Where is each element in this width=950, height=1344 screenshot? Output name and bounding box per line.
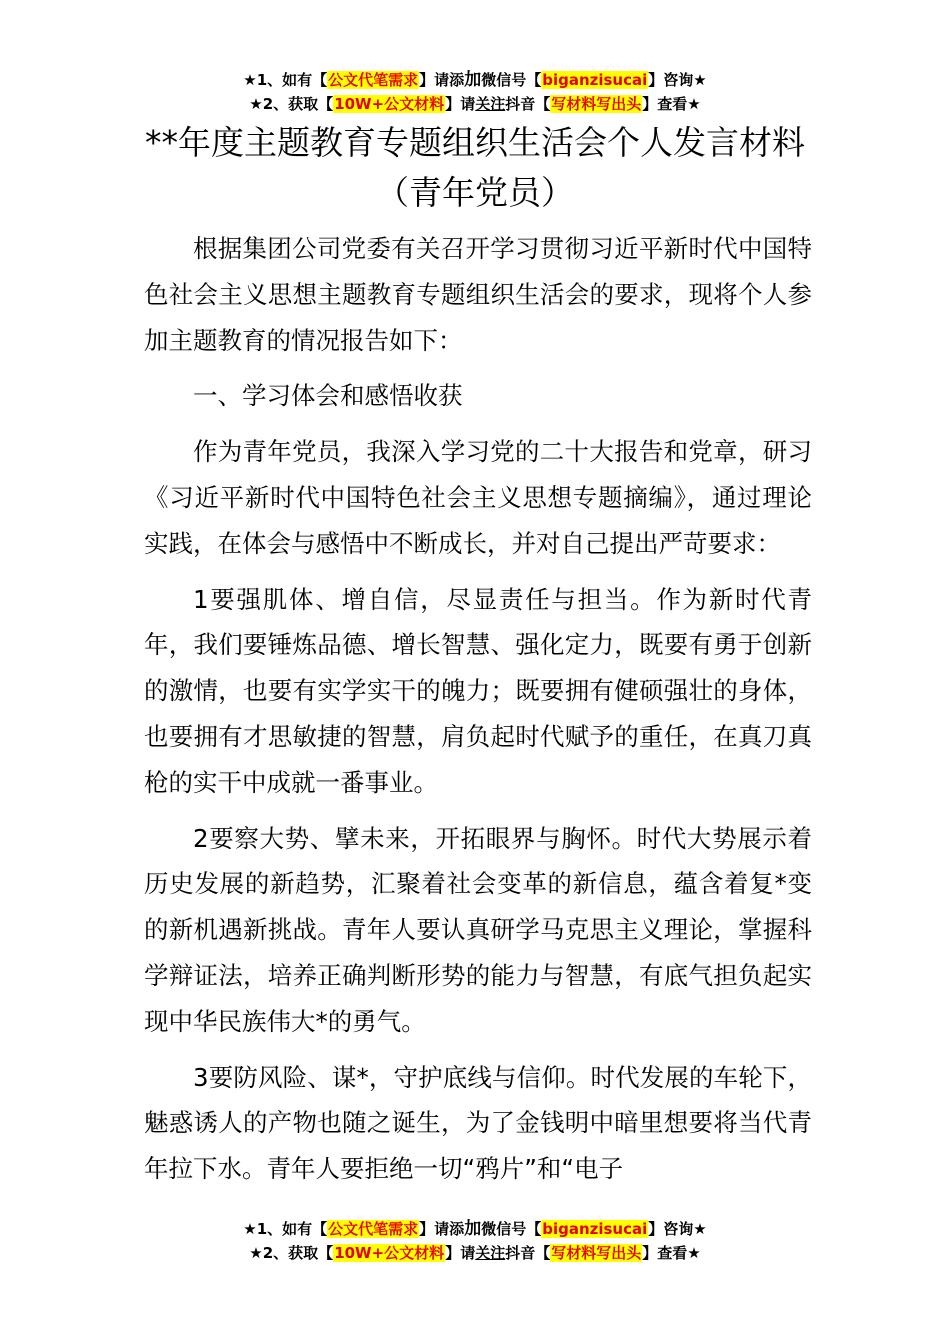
paragraph: 2要察大势、擘未来，开拓眼界与胸怀。时代大势展示着历史发展的新趋势，汇聚着社会变革的新信息，蕴含着复*变的新机遇新挑战。青年人要认真研学马克思主义理论，掌握科学辩证法，培养正确判断形势的能力与智慧，有底气担负起实现中华民族伟大*的勇气。 — [144, 823, 812, 1036]
banner-text: 微信号【 — [481, 71, 542, 89]
highlight-service: 公文代笔需求 — [328, 71, 419, 89]
banner-text: 】请 — [445, 1244, 476, 1262]
banner-text: 】请添 — [419, 71, 465, 89]
header-banner — [0, 68, 950, 116]
banner-text: ★2、获取【 — [249, 1244, 334, 1262]
banner-text: 加 — [464, 70, 482, 90]
paragraph: 3要防风险、谋*，守护底线与信仰。时代发展的车轮下，魅惑诱人的产物也随之诞生，为了金钱明中暗里想要将当代青年拉下水。青年人要拒绝一切“鸦片”和“电子 — [144, 1062, 812, 1184]
banner-text: 】请 — [445, 95, 476, 113]
section-heading: 一、学习体会和感悟收获 — [193, 381, 463, 411]
banner-line-1 — [0, 1217, 950, 1241]
highlight-douyin: 写材料写出头 — [551, 1244, 642, 1262]
banner-text: 】咨询★ — [648, 71, 707, 89]
banner-text: 抖音【 — [505, 1244, 551, 1262]
paragraph-intro: 根据集团公司党委有关召开学习贯彻习近平新时代中国特色社会主义思想主题教育专题组织生活会的要求，现将个人参加主题教育的情况报告如下： — [144, 234, 812, 355]
banner-text: 】查看★ — [642, 1244, 701, 1262]
banner-text: 抖音【 — [505, 95, 551, 113]
footer-banner — [0, 1217, 950, 1265]
paragraph: 作为青年党员，我深入学习党的二十大报告和党章，研习《习近平新时代中国特色社会主义思想专题摘编》，通过理论实践，在体会与感悟中不断成长，并对自己提出严苛要求： — [144, 437, 812, 558]
banner-line-2 — [0, 1241, 950, 1265]
banner-text: 】请添 — [419, 1220, 465, 1238]
banner-text: 微信号【 — [481, 1220, 542, 1238]
highlight-douyin: 写材料写出头 — [551, 95, 642, 113]
highlight-wechat-id: biganzisucai — [542, 71, 648, 89]
highlight-service: 公文代笔需求 — [328, 1220, 419, 1238]
banner-text: 关注 — [475, 1244, 506, 1262]
highlight-materials: 10W+公文材料 — [334, 95, 445, 113]
banner-text: 】查看★ — [642, 95, 701, 113]
banner-text: ★1、如有【 — [243, 71, 328, 89]
banner-text: ★2、获取【 — [249, 95, 334, 113]
banner-text: 】咨询★ — [648, 1220, 707, 1238]
highlight-materials: 10W+公文材料 — [334, 1244, 445, 1262]
banner-line-2 — [0, 92, 950, 116]
banner-text: ★1、如有【 — [243, 1220, 328, 1238]
document-body — [144, 226, 812, 1202]
highlight-wechat-id: biganzisucai — [542, 1220, 648, 1238]
paragraph: 1要强肌体、增自信，尽显责任与担当。作为新时代青年，我们要锤炼品德、增长智慧、强化定力，既要有勇于创新的激情，也要有实学实干的魄力；既要拥有健硕强壮的身体，也要拥有才思敏捷的智慧，肩负起时代赋予的重任，在真刀真枪的实干中成就一番事业。 — [144, 584, 812, 797]
document-title: **年度主题教育专题组织生活会个人发言材料（青年党员） — [145, 123, 805, 212]
banner-text: 关注 — [475, 95, 506, 113]
banner-line-1 — [0, 68, 950, 92]
banner-text: 加 — [464, 1219, 482, 1239]
